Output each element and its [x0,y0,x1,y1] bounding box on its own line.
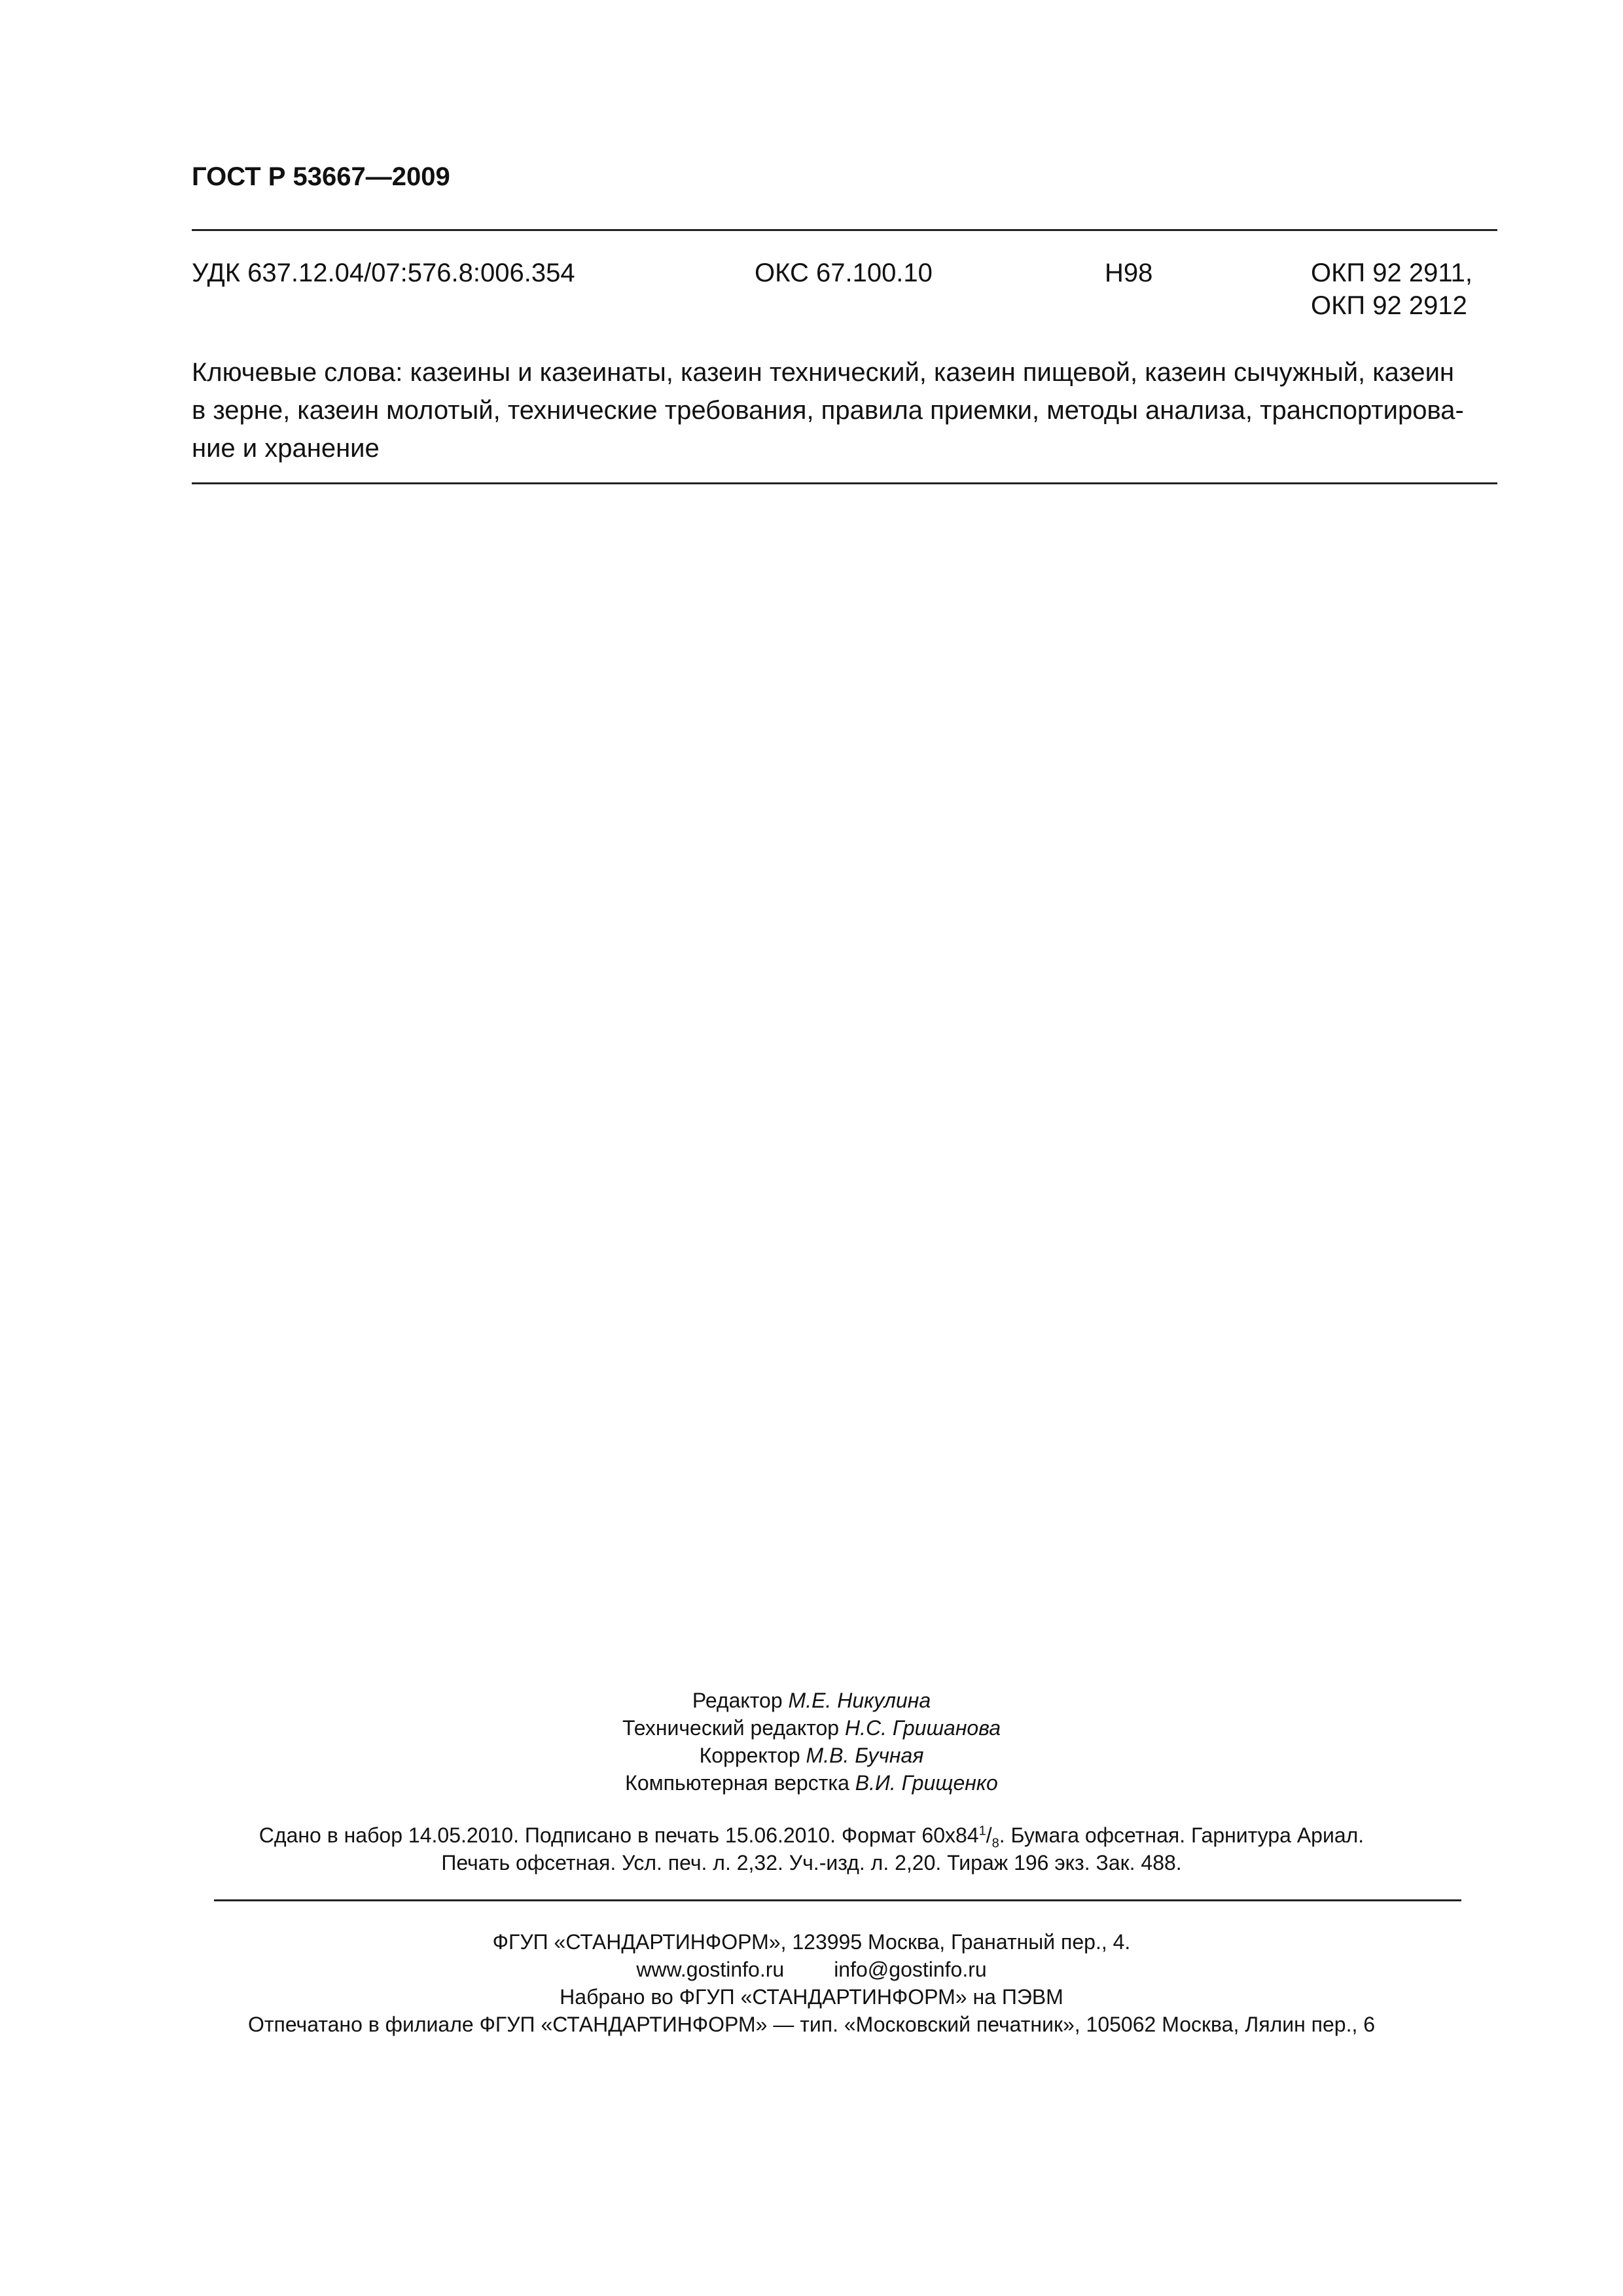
okp-codes [1311,257,1472,322]
okp-code-1: ОКП 92 2911, [1311,259,1473,287]
udk-code: УДК 637.12.04/07:576.8:006.354 [192,259,575,287]
credit-editor: Редактор М.Е. Никулина [692,1689,931,1712]
publisher-address: ФГУП «СТАНДАРТИНФОРМ», 123995 Москва, Гранатный пер., 4. [492,1930,1131,1954]
credit-layout: Компьютерная верстка В.И. Грищенко [625,1771,998,1795]
oks-code: ОКС 67.100.10 [755,259,933,287]
keywords-line: ние и хранение [192,434,380,463]
credit-corrector: Корректор М.В. Бучная [699,1744,924,1767]
document-code: ГОСТ Р 53667—2009 [192,162,450,191]
keywords-block [192,353,1497,467]
keywords-divider [192,482,1497,484]
publisher-website: www.gostinfo.ru [636,1958,785,1981]
top-divider [192,229,1497,231]
printed-info: Отпечатано в филиале ФГУП «СТАНДАРТИНФОРМ» — тип. «Московский печатник», 105062 Москва, Лялин пер., 6 [247,2013,1376,2036]
print-info-line-1: Сдано в набор 14.05.2010. Подписано в печать 15.06.2010. Формат $60x84^1/_8$. Бумага офсетная. Гарнитура Ариал. [259,1823,1364,1851]
publisher-block [0,1928,1623,2038]
publisher-contacts [0,1956,1623,1983]
typeset-info: Набрано во ФГУП «СТАНДАРТИНФОРМ» на ПЭВМ [560,1985,1063,2009]
group-code: Н98 [1105,259,1153,287]
keywords-line: Ключевые слова: казеины и казеинаты, казеин технический, казеин пищевой, казеин сычужный, казеин [192,358,1455,387]
okp-code-2: ОКП 92 2912 [1311,291,1467,320]
keywords-line: в зерне, казеин молотый, технические требования, правила приемки, методы анализа, транспортирова- [192,396,1464,425]
publisher-email: info@gostinfo.ru [834,1958,987,1981]
imprint-divider [214,1899,1461,1901]
print-info-line-2: Печать офсетная. Усл. печ. л. 2,32. Уч.-изд. л. 2,20. Тираж 196 экз. Зак. 488. [441,1851,1182,1874]
credit-tech-editor: Технический редактор Н.С. Гришанова [622,1716,1001,1740]
print-info [0,1821,1623,1876]
credits-block [0,1687,1623,1797]
